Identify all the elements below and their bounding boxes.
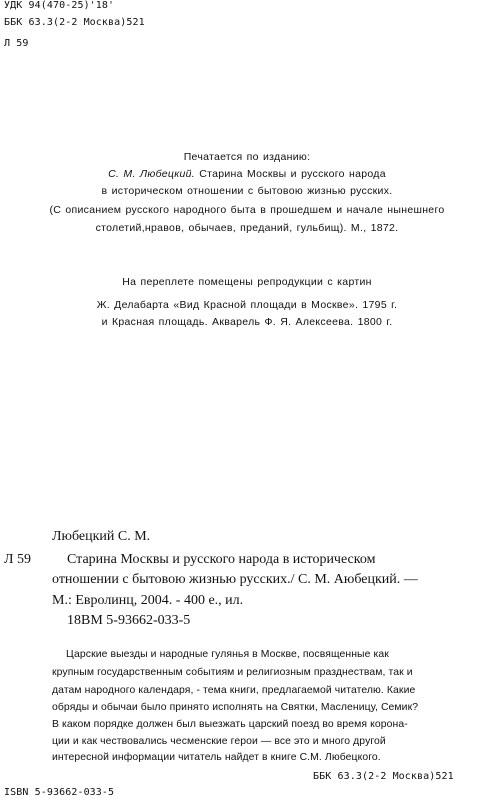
edition-heading: Печатается по изданию: <box>183 151 311 163</box>
catalog-title-line-3: М.: Евролинц, 2004. - 400 е., ил. <box>52 593 244 608</box>
edition-line-1 <box>0 168 494 180</box>
abstract-line: датам народного календаря, - тема книги, предлагаемой читателю. Какие <box>52 685 416 696</box>
catalog-title-line-2: отношении с бытовою жизнью русских./ С. М. Аюбецкий. — <box>52 572 418 587</box>
catalog-title-line-1: Старина Москвы и русского народа в историческом <box>67 552 376 567</box>
edition-line-3: (С описанием русского народного быта в прошедшем и начале нынешнего <box>49 204 445 216</box>
footer-bbk: ББК 63.3(2-2 Москва)521 <box>313 771 454 782</box>
catalog-mark: Л 59 <box>4 552 31 567</box>
cover-note-line-2: Ж. Делабарта «Вид Красной площади в Москве». 1795 г. <box>96 299 398 311</box>
edition-author: С. М. Любецкий. <box>108 168 195 180</box>
abstract-line: Царские выезды и народные гулянья в Москве, посвященные как <box>66 649 389 660</box>
edition-line-2: в историческом отношении с бытовою жизнью русских. <box>101 185 393 197</box>
abstract-line: крупным государственным событиям и религиозным празднествам, так и <box>52 667 413 678</box>
catalog-author: Любецкий С. М. <box>52 529 151 544</box>
edition-line-4: столетий,нравов, обычаев, преданий, гульбищ). М., 1872. <box>95 222 399 234</box>
edition-title-start: Старина Москвы и русского народа <box>195 168 386 180</box>
abstract-line: ции и как чествовались чесменские герои — все это и много другой <box>52 736 386 747</box>
cover-note-line-3: и Красная площадь. Акварель Ф. Я. Алексеева. 1800 г. <box>101 316 393 328</box>
abstract-line: В каком порядке должен был выезжать царский поезд во время корона- <box>52 719 408 730</box>
footer-isbn: ISBN 5-93662-033-5 <box>4 787 115 798</box>
catalog-isbn-line: 18ВМ 5-93662-033-5 <box>67 613 191 628</box>
abstract-line: обряды и обычаи было принято исполнять на Святки, Масленицу, Семик? <box>52 702 419 713</box>
cover-note-line-1: На переплете помещены репродукции с картин <box>122 276 372 288</box>
udk-code: УДК 94(470-25)'18' <box>4 0 115 11</box>
author-mark: Л 59 <box>4 38 29 49</box>
bbk-code: ББК 63.3(2-2 Москва)521 <box>4 17 145 28</box>
abstract-line: интересной информации читатель найдет в книге С.М. Любецкого. <box>52 752 381 763</box>
